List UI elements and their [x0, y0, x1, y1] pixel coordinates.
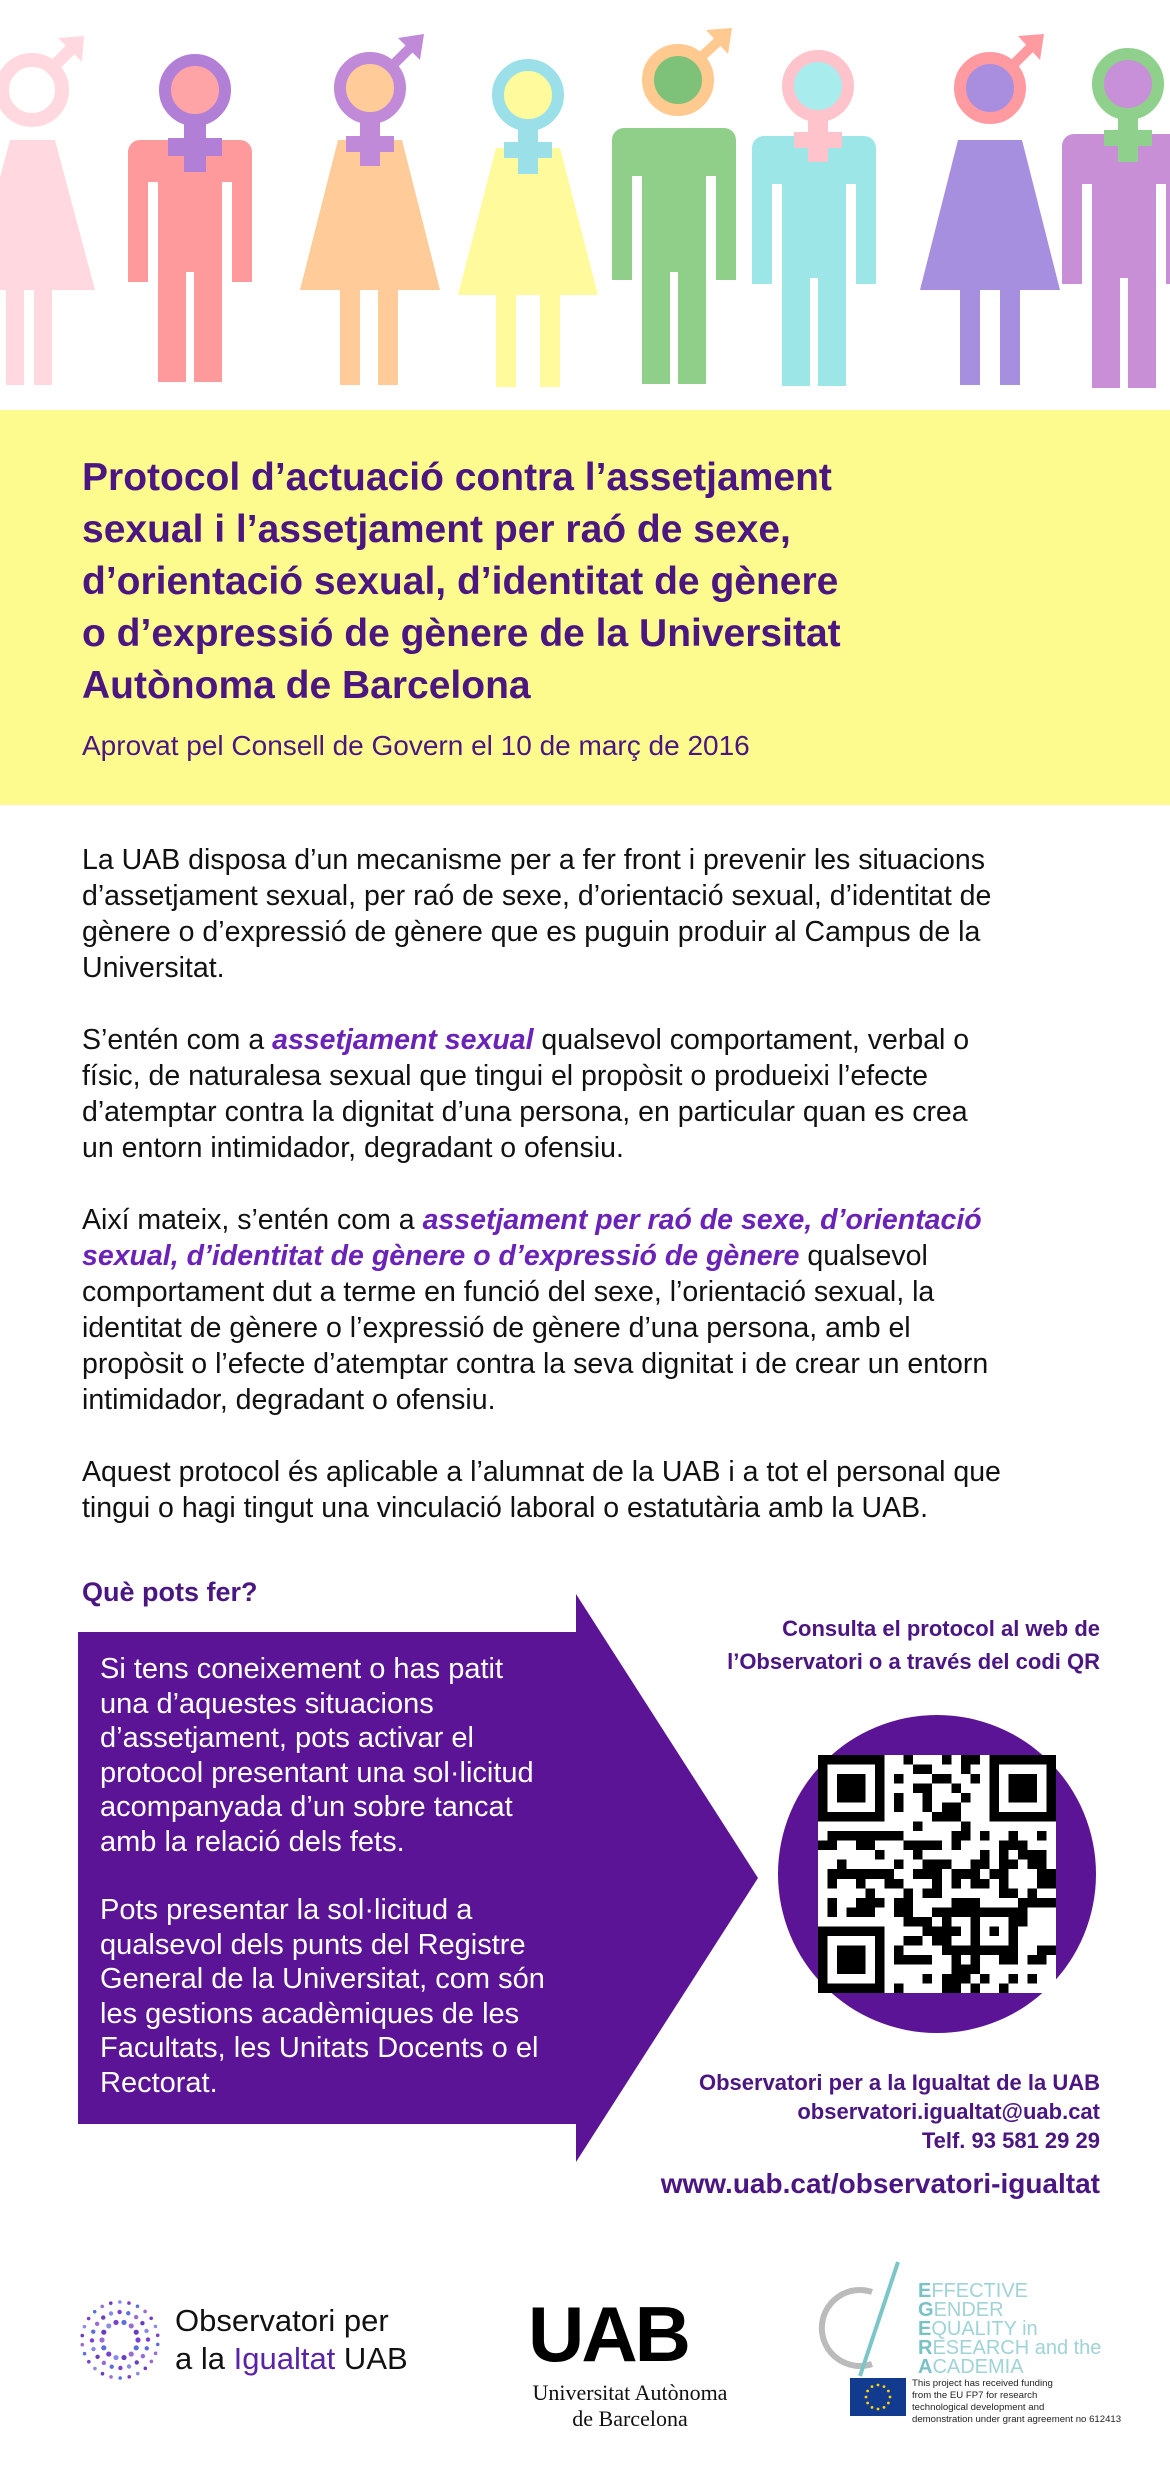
text-line: l’Observatori o a través del codi QR	[727, 1649, 1100, 1674]
figure-orange	[300, 34, 440, 385]
text-line	[82, 1238, 1112, 1274]
text-line: intimidador, degradant o ofensiu.	[82, 1384, 496, 1416]
figure-pink	[0, 36, 95, 385]
text-line: comportament dut a terme en funció del sexe, l’orientació sexual, la	[82, 1276, 935, 1308]
figure-yellow	[458, 65, 598, 387]
title-line: o d’expressió de gènere de la Universitat	[82, 612, 841, 655]
title-line: d’orientació sexual, d’identitat de gènere	[82, 560, 839, 603]
text-line: d’atemptar contra la dignitat d’una persona, en particular quan es crea	[82, 1096, 968, 1128]
contact-phone: Telf. 93 581 29 29	[921, 2128, 1100, 2153]
text-line: identitat de gènere o l’expressió de gènere d’una persona, amb el	[82, 1312, 911, 1344]
scope-paragraph	[82, 1454, 1112, 1526]
logo-line: Observatori per	[175, 2303, 389, 2338]
text-line: un entorn intimidador, degradant o ofensiu.	[82, 1132, 624, 1164]
contact-block	[699, 2068, 1100, 2155]
text-line: una d’aquestes situacions	[100, 1687, 434, 1720]
definition-sexual-harassment	[82, 1022, 1112, 1166]
egera-logo-text	[918, 2282, 1101, 2377]
text-segment: qualsevol	[799, 1240, 928, 1272]
text-line: Pots presentar la sol·licitud a	[100, 1894, 473, 1926]
text-line: protocol presentant una sol·licitud	[100, 1756, 534, 1789]
logo-line: Universitat Autònoma	[532, 2380, 728, 2405]
text-line: Facultats, les Unitats Docents o el	[100, 2032, 539, 2064]
title-line: Autònoma de Barcelona	[82, 664, 531, 707]
highlight-term: assetjament sexual	[272, 1024, 534, 1056]
text-line	[82, 1202, 1112, 1238]
text-line: Consulta el protocol al web de	[782, 1616, 1100, 1641]
uab-logo-mark: UAB	[528, 2290, 688, 2378]
text-line: La UAB disposa d’un mecanisme per a fer front i prevenir les situacions	[82, 844, 985, 876]
text-segment: a la	[175, 2341, 234, 2376]
text-line: acompanyada d’un sobre tancat	[100, 1791, 513, 1823]
text-segment: UAB	[335, 2341, 408, 2376]
gender-figures-illustration	[0, 0, 1170, 410]
qr-circle	[778, 1715, 1096, 2033]
approval-note: Aprovat pel Consell de Govern el 10 de març de 2016	[82, 730, 750, 761]
figure-violet	[1062, 54, 1170, 388]
observatori-logo-icon	[78, 2298, 162, 2382]
text-line: físic, de naturalesa sexual que tingui el propòsit o produeixi l’efecte	[82, 1060, 929, 1092]
text-line: gènere o d’expressió de gènere que es puguin produir al Campus de la	[82, 916, 981, 948]
website-link[interactable]: www.uab.cat/observatori-igualtat	[660, 2168, 1100, 2199]
egera-logo-icon	[800, 2258, 920, 2378]
text-line: d’assetjament sexual, per raó de sexe, d’orientació sexual, d’identitat de	[82, 880, 992, 912]
text-line: Si tens coneixement o has patit	[100, 1653, 504, 1685]
logo-line	[175, 2340, 408, 2378]
text-line: Universitat.	[82, 952, 225, 984]
document-title	[82, 452, 1122, 712]
logo-line: GENDER	[918, 2299, 1004, 2321]
logo-line: de Barcelona	[572, 2406, 688, 2431]
text-line: tingui o hagi tingut una vinculació laboral o estatutària amb la UAB.	[82, 1492, 929, 1524]
text-line: This project has received funding	[912, 2378, 1053, 2389]
text-line: propòsit o l’efecte d’atemptar contra la seva dignitat i de crear un entorn	[82, 1348, 989, 1380]
text-line	[82, 1022, 1112, 1058]
title-line: Protocol d’actuació contra l’assetjament	[82, 456, 832, 499]
text-line: amb la relació dels fets.	[100, 1825, 405, 1858]
text-line: les gestions acadèmiques de les	[100, 1997, 520, 2030]
highlight-term: sexual, d’identitat de gènere o d’expressió de gènere	[82, 1240, 800, 1272]
definition-gender-harassment	[82, 1202, 1112, 1418]
text-line: d’assetjament, pots activar el	[100, 1722, 474, 1754]
text-line: Aquest protocol és aplicable a l’alumnat de la UAB i a tot el personal que	[82, 1456, 1001, 1488]
logo-line: ACADEMIA	[918, 2356, 1024, 2378]
eu-flag-icon	[850, 2378, 906, 2416]
figure-red	[128, 60, 252, 382]
figure-purple	[920, 34, 1060, 385]
observatori-logo-text	[175, 2302, 408, 2378]
figure-cyan	[752, 56, 876, 386]
text-segment: Així mateix, s’entén com a	[82, 1204, 423, 1236]
qr-code-icon	[818, 1755, 1056, 1993]
what-you-can-do-heading: Què pots fer?	[82, 1577, 258, 1607]
text-line: General de la Universitat, com són	[100, 1963, 545, 1995]
consult-note	[727, 1612, 1100, 1678]
logo-line: EFFECTIVE	[918, 2280, 1029, 2302]
title-line: sexual i l’assetjament per raó de sexe,	[82, 508, 791, 551]
contact-name: Observatori per a la Igualtat de la UAB	[698, 2070, 1100, 2095]
text-line: Rectorat.	[100, 2066, 218, 2099]
contact-email[interactable]: observatori.igualtat@uab.cat	[797, 2099, 1100, 2124]
text-line: demonstration under grant agreement no 612413	[912, 2414, 1122, 2425]
uab-logo-name	[480, 2380, 780, 2432]
text-line: qualsevol dels punts del Registre	[100, 1928, 526, 1961]
figure-green	[612, 28, 736, 384]
text-segment: qualsevol comportament, verbal o	[533, 1024, 970, 1056]
eu-funding-note	[912, 2378, 1121, 2426]
arrow-panel-text	[100, 1652, 660, 2100]
logo-highlight: Igualtat	[233, 2341, 336, 2376]
logo-line: EQUALITY in	[918, 2318, 1038, 2340]
qr-code[interactable]	[818, 1755, 1056, 1993]
highlight-term: assetjament per raó de sexe, d’orientació	[422, 1204, 982, 1236]
logo-line: RESEARCH and the	[918, 2337, 1102, 2359]
text-line: technological development and	[912, 2402, 1045, 2413]
intro-paragraph	[82, 842, 1112, 986]
spacer	[100, 1859, 660, 1893]
text-line: from the EU FP7 for research	[912, 2390, 1038, 2401]
text-segment: S’entén com a	[82, 1024, 273, 1056]
